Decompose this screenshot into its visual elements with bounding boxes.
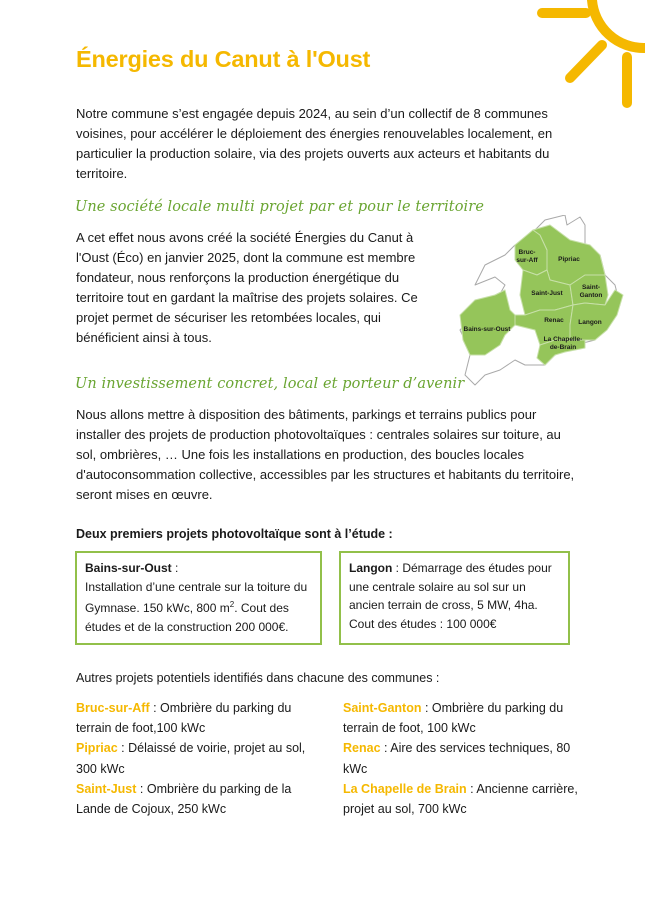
project-text: : Ombrière du parking du terrain de foot,100 kWc: [76, 701, 292, 736]
commune-name: Bruc-sur-Aff: [76, 701, 150, 715]
commune-name: Saint-Just: [76, 781, 137, 796]
superscript: 2: [229, 600, 235, 609]
communes-map: [455, 215, 630, 390]
other-projects-column-left: [76, 698, 316, 819]
project-text: . Cout des études et de la construction 200 000€.: [85, 601, 289, 634]
section-heading-company: Une société locale multi projet par et pour le territoire: [75, 199, 485, 215]
commune-name: Pipriac: [76, 741, 118, 756]
other-projects-column-right: [343, 698, 583, 819]
map-label: Pipriac: [558, 256, 580, 263]
map-label: sur-Aff: [516, 257, 538, 264]
investment-paragraph: Nous allons mettre à disposition des bâtiments, parkings et terrains publics pour installer des projets de production photovoltaïques : centrales solaires sur toiture, au sol, ombrières, … Une fois les installations en production, des boucles locales d'autoconsommation collective, accessibles par les structures et habitants du territoire, seront mises en œuvre.: [76, 407, 575, 502]
studies-heading: Deux premiers projets photovoltaïque sont à l’étude :: [76, 527, 393, 541]
list-item: [343, 779, 583, 819]
project-text: : Ombrière du parking de la Lande de Cojoux, 250 kWc: [76, 781, 292, 817]
project-description: [85, 580, 307, 634]
map-label: Renac: [544, 317, 564, 324]
commune-name: Saint-Ganton: [343, 701, 422, 715]
project-text: Installation d’une centrale sur la toiture du Gymnase. 150 kWc, 800 m: [85, 579, 308, 615]
map-label: Langon: [578, 319, 602, 326]
project-name: Langon: [349, 561, 393, 575]
separator: :: [392, 561, 403, 575]
section-heading-investment: Un investissement concret, local et porteur d’avenir: [75, 376, 465, 392]
map-label: Bains-sur-Oust: [463, 326, 511, 333]
project-text: : Ombrière du parking du terrain de foot, 100 kWc: [343, 701, 564, 736]
map-label: Saint-Just: [531, 290, 563, 297]
list-item: [76, 738, 316, 778]
project-text: : Délaissé de voirie, projet au sol, 300 kWc: [76, 741, 306, 776]
commune-name: La Chapelle de Brain: [343, 781, 467, 796]
map-label: La Chapelle-: [543, 336, 583, 343]
project-text: : Ancienne carrière, projet au sol, 700 kWc: [343, 781, 578, 817]
list-item: [76, 698, 316, 738]
project-text: : Aire des services techniques, 80 kWc: [343, 741, 571, 776]
map-label: Bruc-: [518, 249, 536, 256]
intro-paragraph: Notre commune s’est engagée depuis 2024, au sein d’un collectif de 8 communes voisines, pour accélérer le déploiement des énergies renouvelables localement, en particulier la production solaire, via des projets ouverts aux acteurs et habitants du territoire.: [76, 106, 553, 181]
other-projects-intro: Autres projets potentiels identifiés dans chacune des communes :: [76, 671, 440, 685]
commune-name: Renac: [343, 741, 381, 756]
project-name: Bains-sur-Oust: [85, 561, 172, 575]
map-label: de-Brain: [549, 344, 577, 351]
company-paragraph: A cet effet nous avons créé la société Énergies du Canut à l'Oust (Éco) en janvier 2025, dont la commune est membre fondateur, nous renforçons la production énergétique du territoire tout en gardant la maîtrise des projets solaires. Ce projet permet de sécuriser les retombées locales, qui bénéficient ainsi à tous.: [76, 230, 418, 345]
separator: :: [171, 561, 179, 575]
project-box-bains: [75, 551, 322, 645]
list-item: [76, 779, 316, 819]
page-title: Énergies du Canut à l'Oust: [76, 46, 371, 72]
list-item: [343, 738, 583, 778]
project-description: Démarrage des études pour une centrale solaire au sol sur un ancien terrain de cross, 5 MW, 4ha. Cout des études : 100 000€: [349, 561, 552, 631]
project-box-langon: [339, 551, 570, 645]
map-label: Saint-: [581, 284, 601, 291]
sun-icon: [520, 0, 645, 115]
map-label: Ganton: [579, 292, 603, 299]
list-item: [343, 698, 583, 738]
